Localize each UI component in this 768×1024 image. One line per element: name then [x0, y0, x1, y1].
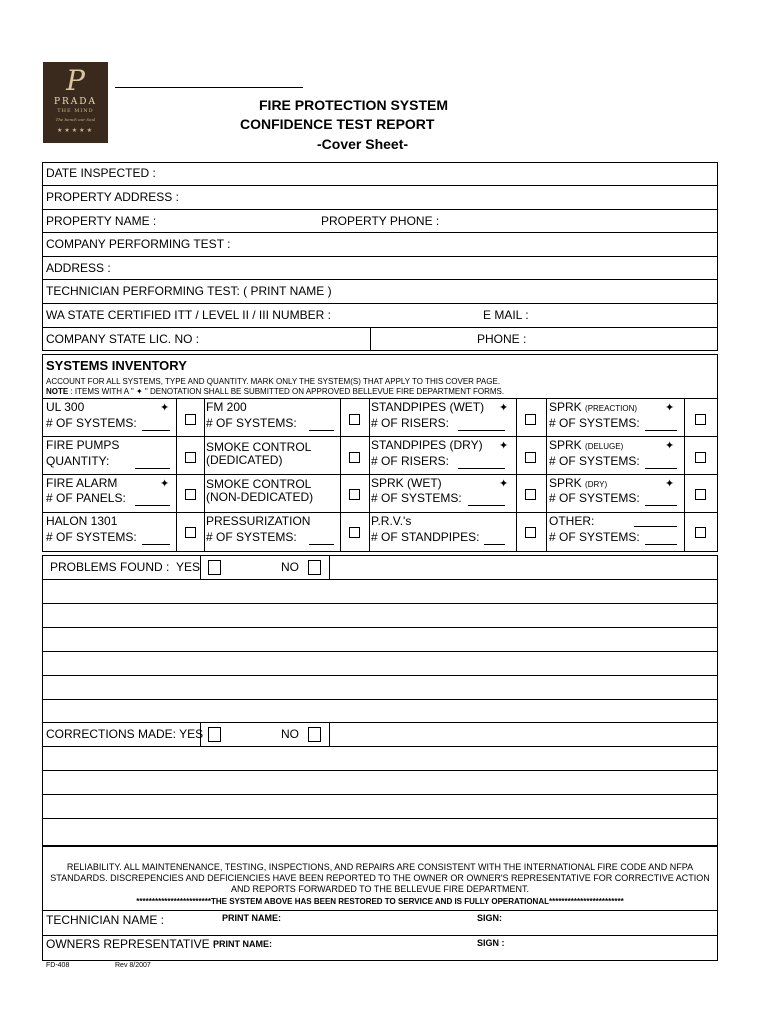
fire-pumps-checkbox[interactable] — [185, 452, 196, 463]
inventory-divider — [204, 398, 205, 552]
smoke-nondedicated-label-1: SMOKE CONTROL — [206, 477, 312, 491]
owners-rep-label: OWNERS REPRESENTATIVE : — [46, 937, 217, 951]
address-label: ADDRESS : — [46, 261, 111, 275]
other-name-field[interactable] — [634, 526, 677, 527]
inventory-divider — [42, 398, 718, 399]
problems-line — [42, 627, 718, 628]
inventory-note — [46, 387, 504, 397]
sprk-dry-label — [549, 476, 607, 490]
logo-underline — [115, 87, 303, 88]
problems-divider — [42, 579, 718, 580]
problems-no-label: NO — [281, 560, 299, 574]
submission-star-icon: ✦ — [665, 402, 675, 414]
inventory-account-line: ACCOUNT FOR ALL SYSTEMS, TYPE AND QUANTITY. MARK ONLY THE SYSTEM(S) THAT APPLY TO THIS COVER PAGE. — [46, 377, 501, 386]
standpipes-dry-qty-field[interactable] — [458, 468, 505, 469]
title-line-3: -Cover Sheet- — [317, 136, 409, 152]
sprk-deluge-qty-field[interactable] — [645, 468, 677, 469]
corrections-line — [42, 794, 718, 795]
sprk-dry-checkbox[interactable] — [695, 489, 706, 500]
fire-pumps-qty-label: QUANTITY: — [46, 454, 110, 468]
revision-date: Rev 8/2007 — [115, 962, 151, 969]
standpipes-dry-qty-label: # OF RISERS: — [371, 454, 450, 468]
property-phone-label: PROPERTY PHONE : — [321, 214, 440, 228]
date-inspected-label: DATE INSPECTED : — [46, 166, 156, 180]
sprk-wet-checkbox[interactable] — [525, 489, 536, 500]
fm200-qty-field[interactable] — [309, 430, 334, 431]
other-qty-field[interactable] — [645, 544, 677, 545]
submission-star-icon: ✦ — [499, 440, 509, 452]
fm200-label: FM 200 — [206, 400, 247, 414]
corrections-yes-checkbox[interactable] — [208, 727, 221, 742]
certification-divider — [42, 935, 718, 936]
email-label: E MAIL : — [483, 308, 529, 322]
problems-yes-label: YES — [176, 560, 201, 574]
logo-stars: ★★★★★ — [57, 128, 94, 134]
sprk-dry-small: (DRY) — [585, 480, 608, 489]
sprk-preaction-label — [549, 400, 637, 414]
ul300-qty-field[interactable] — [142, 430, 170, 431]
fire-pumps-qty-field[interactable] — [135, 468, 170, 469]
problems-divider — [329, 555, 330, 579]
technician-print-name-label: PRINT NAME: — [222, 913, 281, 923]
certification-line-2: STANDARDS. DISCREPENCIES AND DEFICIENCIES HAVE BEEN REPORTED TO THE OWNER OR OWNER'S REPRESENTATIVE FOR CORRECTIVE ACTION — [50, 873, 710, 883]
fire-alarm-label: FIRE ALARM — [46, 476, 118, 490]
smoke-nondedicated-checkbox[interactable] — [349, 489, 360, 500]
submission-star-icon: ✦ — [665, 440, 675, 452]
standpipes-wet-label: STANDPIPES (WET) — [371, 400, 485, 414]
problems-yes-checkbox[interactable] — [208, 560, 221, 575]
note-label: NOTE — [46, 387, 69, 396]
owners-print-name-label: PRINT NAME: — [213, 939, 272, 949]
info-divider — [42, 279, 718, 280]
pressurization-qty-label: # OF SYSTEMS: — [206, 530, 297, 544]
title-line-2: CONFIDENCE TEST REPORT — [240, 116, 435, 132]
other-qty-label: # OF SYSTEMS: — [549, 530, 640, 544]
sprk-deluge-label — [549, 438, 623, 452]
fm200-checkbox[interactable] — [349, 414, 360, 425]
smoke-nondedicated-label-2: (NON-DEDICATED) — [206, 490, 314, 504]
prv-label: P.R.V.'s — [371, 514, 412, 528]
logo-subtitle: THE MIND — [57, 108, 94, 114]
certification-divider — [42, 910, 718, 911]
submission-star-icon: ✦ — [499, 478, 509, 490]
corrections-line — [42, 818, 718, 819]
corrections-no-checkbox[interactable] — [308, 727, 321, 742]
halon-checkbox[interactable] — [185, 527, 196, 538]
problems-no-checkbox[interactable] — [308, 560, 321, 575]
other-label: OTHER: — [549, 514, 595, 528]
certification-line-3: AND REPORTS FORWARDED TO THE BELLEVUE FIRE DEPARTMENT. — [230, 884, 530, 894]
sprk-deluge-small: (DELUGE) — [585, 442, 624, 451]
form-number: FD-408 — [46, 962, 70, 969]
standpipes-dry-label: STANDPIPES (DRY) — [371, 438, 483, 452]
title-line-1: FIRE PROTECTION SYSTEM — [259, 97, 449, 113]
smoke-dedicated-checkbox[interactable] — [349, 452, 360, 463]
problems-line — [42, 699, 718, 700]
info-divider — [42, 256, 718, 257]
sprk-preaction-checkbox[interactable] — [695, 414, 706, 425]
pressurization-label: PRESSURIZATION — [206, 514, 311, 528]
problems-line — [42, 603, 718, 604]
inventory-divider — [42, 474, 718, 475]
fire-alarm-checkbox[interactable] — [185, 489, 196, 500]
inventory-divider — [369, 398, 370, 552]
owners-sign-label: SIGN : — [477, 938, 505, 948]
prv-checkbox[interactable] — [525, 527, 536, 538]
sprk-preaction-text: SPRK — [549, 400, 582, 414]
sprk-wet-qty-label: # OF SYSTEMS: — [371, 491, 462, 505]
sprk-preaction-qty-field[interactable] — [645, 430, 677, 431]
inventory-divider — [516, 398, 517, 552]
corrections-divider — [329, 722, 330, 746]
corrections-made-label: CORRECTIONS MADE: YES — [46, 727, 204, 741]
prv-qty-field[interactable] — [484, 544, 505, 545]
technician-name-label: TECHNICIAN NAME : — [46, 913, 165, 927]
sprk-dry-text: SPRK — [549, 476, 582, 490]
sprk-preaction-qty-label: # OF SYSTEMS: — [549, 416, 640, 430]
inventory-divider — [684, 398, 685, 552]
sprk-dry-qty-label: # OF SYSTEMS: — [549, 491, 640, 505]
fire-alarm-qty-field[interactable] — [135, 505, 170, 506]
info-divider — [42, 232, 718, 233]
info-divider — [42, 209, 718, 210]
sprk-preaction-small: (PREACTION) — [585, 404, 638, 413]
ul300-label: UL 300 — [46, 400, 85, 414]
logo-monogram: P — [66, 64, 85, 97]
pressurization-qty-field[interactable] — [309, 544, 334, 545]
problems-found-label: PROBLEMS FOUND : — [50, 560, 170, 574]
sprk-deluge-qty-label: # OF SYSTEMS: — [549, 454, 640, 468]
info-divider — [42, 185, 718, 186]
company-logo — [43, 62, 108, 143]
submission-star-icon: ✦ — [499, 402, 509, 414]
certification-line-1: RELIABILITY. ALL MAINTENENANCE, TESTING, INSPECTIONS, AND REPAIRS ARE CONSISTENT WITH THE INTERNATIONAL FIRE CODE AND NFPA — [66, 862, 694, 872]
other-checkbox[interactable] — [695, 527, 706, 538]
pressurization-checkbox[interactable] — [349, 527, 360, 538]
inventory-heading: SYSTEMS INVENTORY — [46, 358, 187, 373]
logo-tagline: The bench our Soul — [55, 117, 96, 122]
technician-print-label: TECHNICIAN PERFORMING TEST: ( PRINT NAME ) — [46, 284, 332, 298]
inventory-divider — [42, 436, 718, 437]
submission-star-icon: ✦ — [665, 478, 675, 490]
sprk-wet-qty-field[interactable] — [468, 505, 505, 506]
sprk-deluge-checkbox[interactable] — [695, 452, 706, 463]
info-divider — [42, 327, 718, 328]
halon-label: HALON 1301 — [46, 514, 118, 528]
wa-certified-label: WA STATE CERTIFIED ITT / LEVEL II / III NUMBER : — [46, 308, 331, 322]
submission-star-icon: ✦ — [160, 478, 170, 490]
sprk-wet-label: SPRK (WET) — [371, 476, 442, 490]
corrections-no-label: NO — [281, 727, 299, 741]
fire-pumps-label: FIRE PUMPS — [46, 438, 120, 452]
property-address-label: PROPERTY ADDRESS : — [46, 190, 179, 204]
submission-star-icon: ✦ — [160, 402, 170, 414]
problems-table — [42, 555, 718, 723]
smoke-dedicated-label-1: SMOKE CONTROL — [206, 440, 312, 454]
standpipes-wet-checkbox[interactable] — [525, 414, 536, 425]
note-text: : ITEMS WITH A " ✦ " DENOTATION SHALL BE SUBMITTED ON APPROVED BELLEVUE FIRE DEPARTMENT FORMS. — [68, 387, 505, 396]
halon-qty-label: # OF SYSTEMS: — [46, 530, 137, 544]
halon-qty-field[interactable] — [142, 544, 170, 545]
problems-line — [42, 651, 718, 652]
problems-line — [42, 675, 718, 676]
sprk-deluge-text: SPRK — [549, 438, 582, 452]
company-lic-label: COMPANY STATE LIC. NO : — [46, 332, 200, 346]
fm200-qty-label: # OF SYSTEMS: — [206, 416, 297, 430]
sprk-dry-qty-field[interactable] — [645, 505, 677, 506]
inventory-divider — [340, 398, 341, 552]
info-divider — [42, 303, 718, 304]
corrections-divider — [42, 746, 718, 747]
problems-divider — [200, 555, 201, 579]
certification-operational: ************************THE SYSTEM ABOVE HAS BEEN RESTORED TO SERVICE AND IS FULLY OPERATIONAL************************ — [136, 897, 624, 906]
smoke-dedicated-label-2: (DEDICATED) — [206, 453, 283, 467]
standpipes-wet-qty-label: # OF RISERS: — [371, 416, 450, 430]
standpipes-wet-qty-field[interactable] — [458, 430, 505, 431]
technician-sign-label: SIGN: — [477, 913, 503, 923]
standpipes-dry-checkbox[interactable] — [525, 452, 536, 463]
logo-brand: PRADA — [53, 97, 98, 107]
inventory-divider — [42, 512, 718, 513]
property-name-label: PROPERTY NAME : — [46, 214, 157, 228]
info-divider — [370, 327, 371, 351]
ul300-checkbox[interactable] — [185, 414, 196, 425]
inventory-divider — [546, 398, 547, 552]
phone-label: PHONE : — [477, 332, 527, 346]
inventory-divider — [176, 398, 177, 552]
fire-alarm-qty-label: # OF PANELS: — [46, 491, 126, 505]
ul300-qty-label: # OF SYSTEMS: — [46, 416, 137, 430]
corrections-line — [42, 770, 718, 771]
company-performing-label: COMPANY PERFORMING TEST : — [46, 237, 231, 251]
prv-qty-label: # OF STANDPIPES: — [371, 530, 480, 544]
